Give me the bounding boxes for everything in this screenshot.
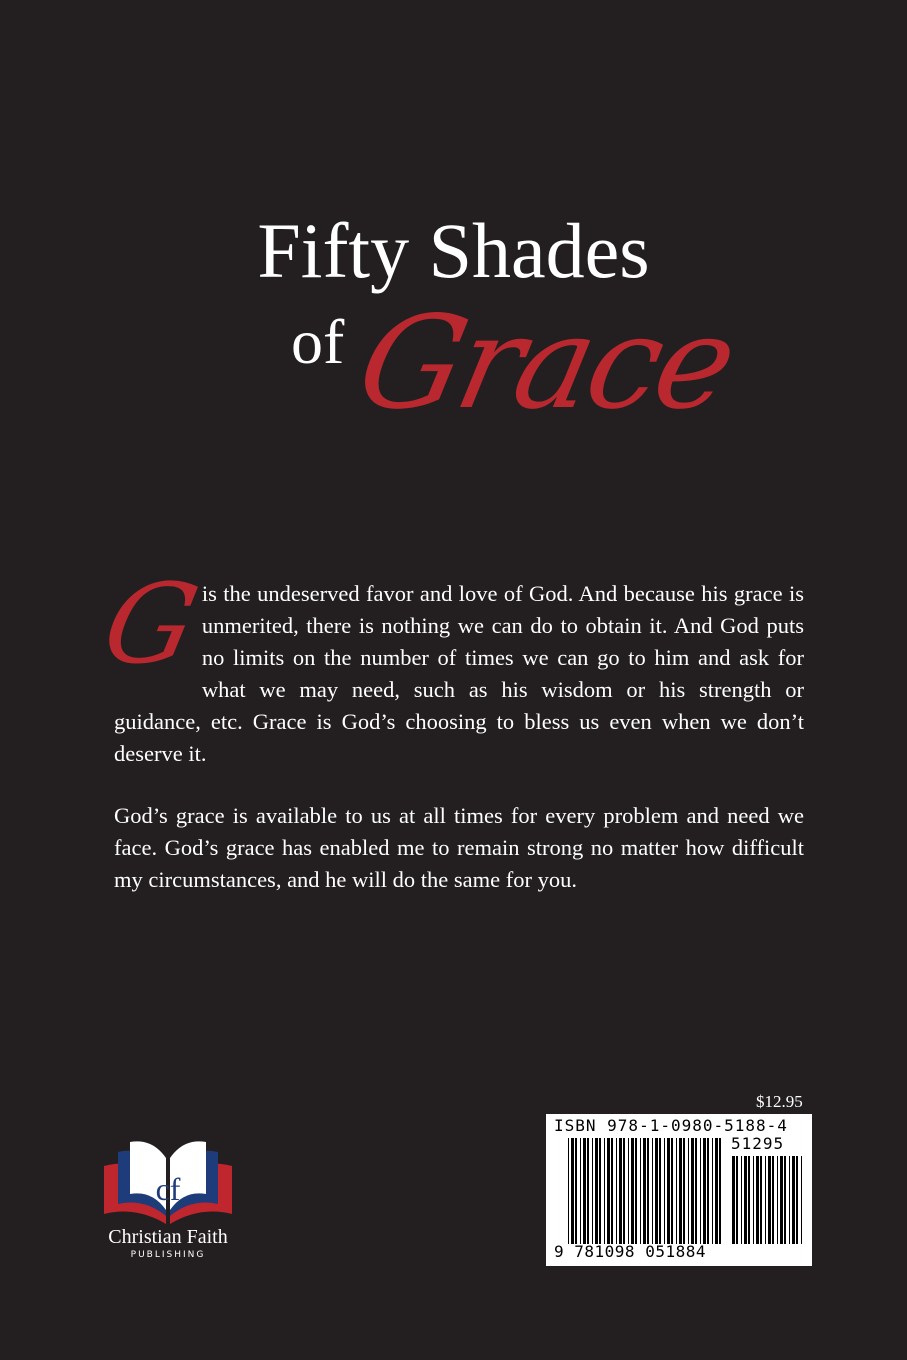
isbn-barcode bbox=[546, 1114, 812, 1266]
publisher-logo bbox=[96, 1132, 240, 1268]
publisher-name: Christian Faith bbox=[108, 1226, 228, 1248]
isbn-label: ISBN 978-1-0980-5188-4 bbox=[554, 1116, 788, 1135]
title-script: Grace bbox=[346, 289, 746, 438]
title-line1: Fifty Shades bbox=[257, 207, 650, 294]
blurb-paragraph-1 bbox=[93, 560, 804, 770]
open-book-icon bbox=[96, 1132, 240, 1228]
ean-digits: 9 781098 051884 bbox=[554, 1242, 706, 1261]
blurb-paragraph-2: God’s grace is available to us at all times for every problem and need we face. God’s grace has enabled me to remain strong no matter how difficult my circumstances, and he will do the same for you. bbox=[114, 803, 804, 892]
price-label: $12.95 bbox=[756, 1092, 803, 1111]
title-of: of bbox=[291, 306, 345, 377]
price-code: 51295 bbox=[731, 1134, 785, 1153]
dropcap-letter: G bbox=[93, 560, 209, 688]
publisher-subtitle: PUBLISHING bbox=[130, 1250, 206, 1260]
logo-letters: cf bbox=[155, 1171, 181, 1207]
blurb-paragraph-1-text: is the undeserved favor and love of God. And because his grace is unmerited, there is nothing we can do to obtain it. And God puts no limits on the number of times we can go to him and ask for what we may need, such as his wisdom or his strength or guidance, etc. Grace is God’s choosing to bless us even when we don’t deserve it. bbox=[114, 581, 804, 766]
